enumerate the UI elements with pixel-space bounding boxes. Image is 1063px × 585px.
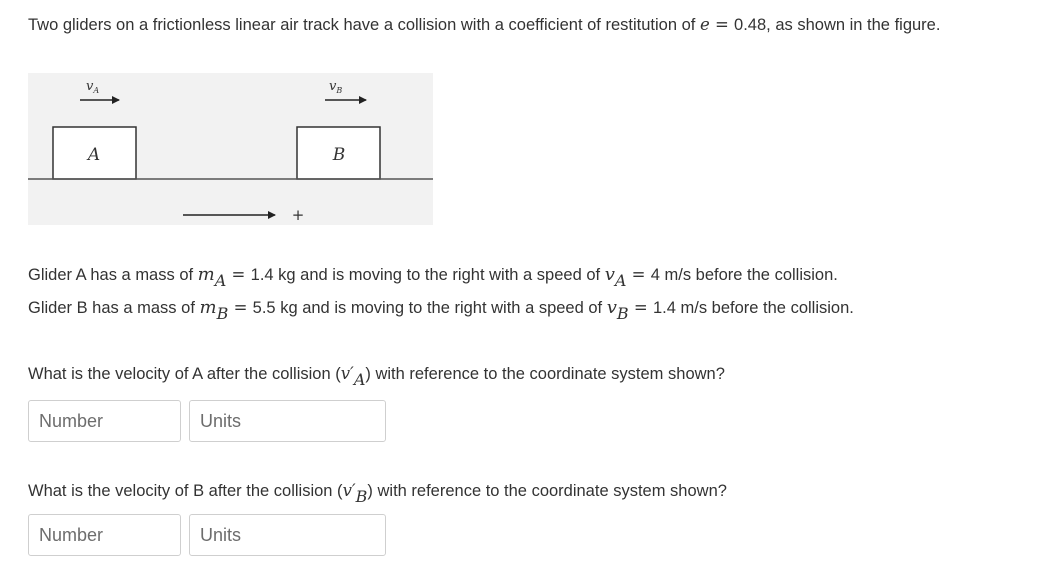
question-a-text: What is the velocity of A after the collision ( — [28, 365, 341, 383]
intro-text-end: , as shown in the figure. — [766, 16, 941, 34]
velocity-a-label: $v_A$ — [86, 79, 100, 95]
equals-sign: = — [226, 265, 251, 284]
restitution-symbol: e — [699, 15, 710, 34]
mass-symbol: m — [197, 264, 215, 285]
speed-subscript: B — [616, 304, 629, 323]
question-b — [28, 481, 727, 506]
speed-symbol: v — [606, 297, 617, 318]
velocity-prime-subscript: A — [353, 370, 366, 389]
glider-a-text-3: before the collision. — [691, 266, 838, 284]
velocity-b-label: $v_B$ — [329, 79, 343, 95]
velocity-prime-subscript: B — [355, 487, 368, 506]
answer-b-number-input[interactable] — [28, 514, 181, 556]
glider-a-speed: 4 m/s — [650, 266, 692, 284]
problem-intro — [28, 15, 940, 35]
mass-subscript: B — [216, 304, 229, 323]
glider-b-info — [28, 297, 854, 323]
positive-direction-label: + — [291, 206, 305, 224]
speed-subscript: A — [614, 271, 627, 290]
glider-a-mass: 1.4 kg — [250, 266, 296, 284]
glider-a-text: Glider A has a mass of — [28, 266, 198, 284]
glider-a-text-2: and is moving to the right with a speed of — [295, 266, 605, 284]
question-a — [28, 364, 725, 389]
velocity-prime-symbol: v′ — [342, 481, 356, 500]
air-track-figure — [28, 73, 433, 225]
glider-b-mass: 5.5 kg — [252, 299, 298, 317]
question-a-text-2: ) with reference to the coordinate system shown? — [365, 365, 725, 383]
equals-sign: = — [709, 15, 735, 34]
equals-sign: = — [626, 265, 651, 284]
answer-a-units-input[interactable] — [189, 400, 386, 442]
restitution-value: 0.48 — [734, 16, 767, 34]
equals-sign: = — [628, 298, 653, 317]
glider-a-info — [28, 264, 838, 290]
question-b-text: What is the velocity of B after the collision ( — [28, 482, 343, 500]
glider-b-text-2: and is moving to the right with a speed of — [297, 299, 607, 317]
velocity-prime-symbol: v′ — [340, 364, 354, 383]
answer-a-number-input[interactable] — [28, 400, 181, 442]
answer-b-units-input[interactable] — [189, 514, 386, 556]
mass-symbol: m — [199, 297, 217, 318]
question-b-text-2: ) with reference to the coordinate system shown? — [367, 482, 727, 500]
equals-sign: = — [228, 298, 253, 317]
glider-b-label: B — [332, 145, 346, 165]
glider-b-speed: 1.4 m/s — [652, 299, 708, 317]
intro-text: Two gliders on a frictionless linear air track have a collision with a coefficient of restitution of — [28, 16, 700, 34]
speed-symbol: v — [604, 264, 615, 285]
glider-a-label: A — [87, 145, 101, 165]
glider-b-text: Glider B has a mass of — [28, 299, 200, 317]
mass-subscript: A — [214, 271, 227, 290]
glider-b-text-3: before the collision. — [707, 299, 854, 317]
